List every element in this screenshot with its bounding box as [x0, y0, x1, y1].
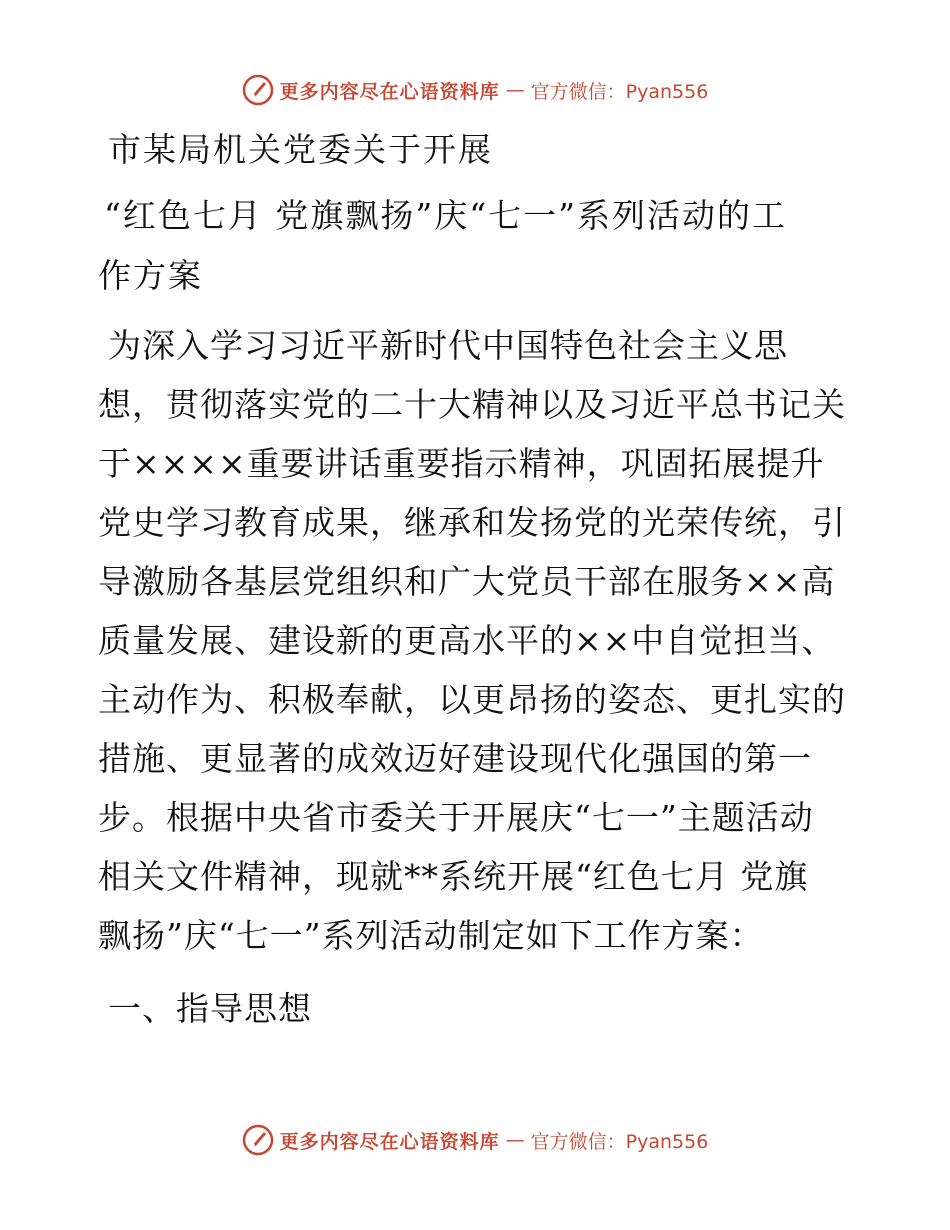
paragraph-line: 步。根据中央省市委关于开展庆“七一”主题活动 [98, 798, 814, 837]
paragraph-line: 主动作为、积极奉献，以更昂扬的姿态、更扎实的 [98, 680, 846, 719]
watermark-brand: 更多内容尽在心语资料库 [279, 80, 500, 103]
watermark-separator: — [505, 1129, 525, 1151]
watermark-separator: — [505, 79, 525, 101]
section-heading: 一、指导思想 [108, 989, 312, 1028]
document-title-line-3: 作方案 [98, 256, 203, 295]
document-body [98, 120, 858, 1038]
paragraph-line: 想，贯彻落实党的二十大精神以及习近平总书记关 [98, 385, 846, 424]
quill-logo-icon [242, 1124, 274, 1156]
document-title-line-2: “红色七月 党旗飘扬”庆“七一”系列活动的工 [104, 196, 787, 235]
document-title-line-1: 市某局机关党委关于开展 [108, 130, 493, 169]
header-watermark [0, 74, 950, 106]
paragraph-line: 于××××重要讲话重要指示精神，巩固拓展提升 [98, 444, 825, 483]
watermark-contact: 官方微信：Pyan556 [530, 1130, 709, 1153]
footer-watermark [0, 1124, 950, 1156]
paragraph-line: 导激励各基层党组织和广大党员干部在服务××高 [98, 562, 836, 601]
paragraph-line: 飘扬”庆“七一”系列活动制定如下工作方案： [98, 916, 764, 955]
quill-logo-icon [242, 74, 274, 106]
paragraph-line: 相关文件精神，现就**系统开展“红色七月 党旗 [98, 857, 809, 896]
paragraph-line: 为深入学习习近平新时代中国特色社会主义思 [108, 326, 788, 365]
paragraph-line: 质量发展、建设新的更高水平的××中自觉担当、 [98, 621, 836, 660]
intro-paragraph [98, 316, 858, 965]
paragraph-line: 措施、更显著的成效迈好建设现代化强国的第一 [98, 739, 812, 778]
watermark-brand: 更多内容尽在心语资料库 [279, 1130, 500, 1153]
paragraph-line: 党史学习教育成果，继承和发扬党的光荣传统，引 [98, 503, 846, 542]
watermark-contact: 官方微信：Pyan556 [530, 80, 709, 103]
